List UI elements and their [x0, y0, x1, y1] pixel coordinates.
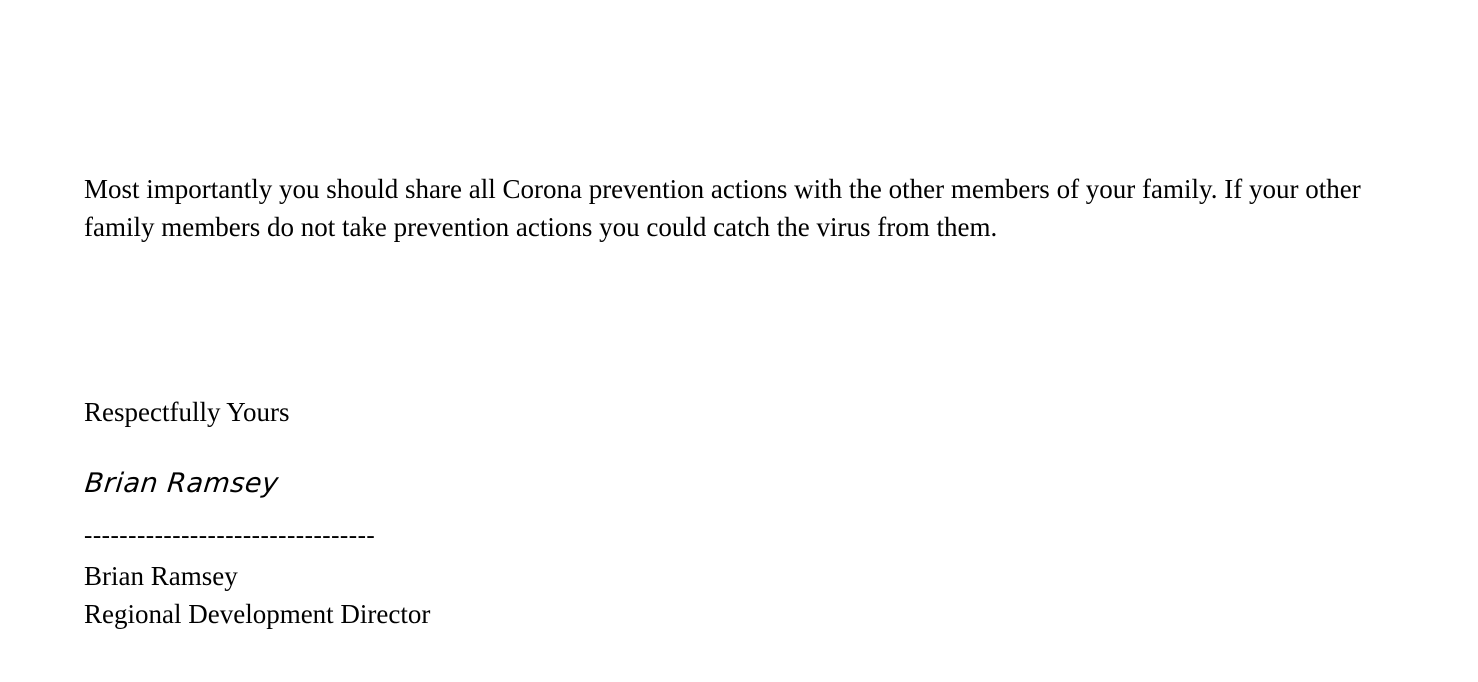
signer-name: Brian Ramsey — [84, 561, 238, 591]
signer-title: Regional Development Director — [84, 599, 431, 629]
signature-line: --------------------------------- — [84, 522, 376, 549]
body-paragraph: Most importantly you should share all Corona prevention actions with the other members of your family. If your other family members do not take prevention actions you could catch the virus from them. — [84, 174, 1361, 242]
closing-salutation: Respectfully Yours — [84, 397, 290, 427]
handwritten-signature: Brian Ramsey — [83, 468, 281, 499]
